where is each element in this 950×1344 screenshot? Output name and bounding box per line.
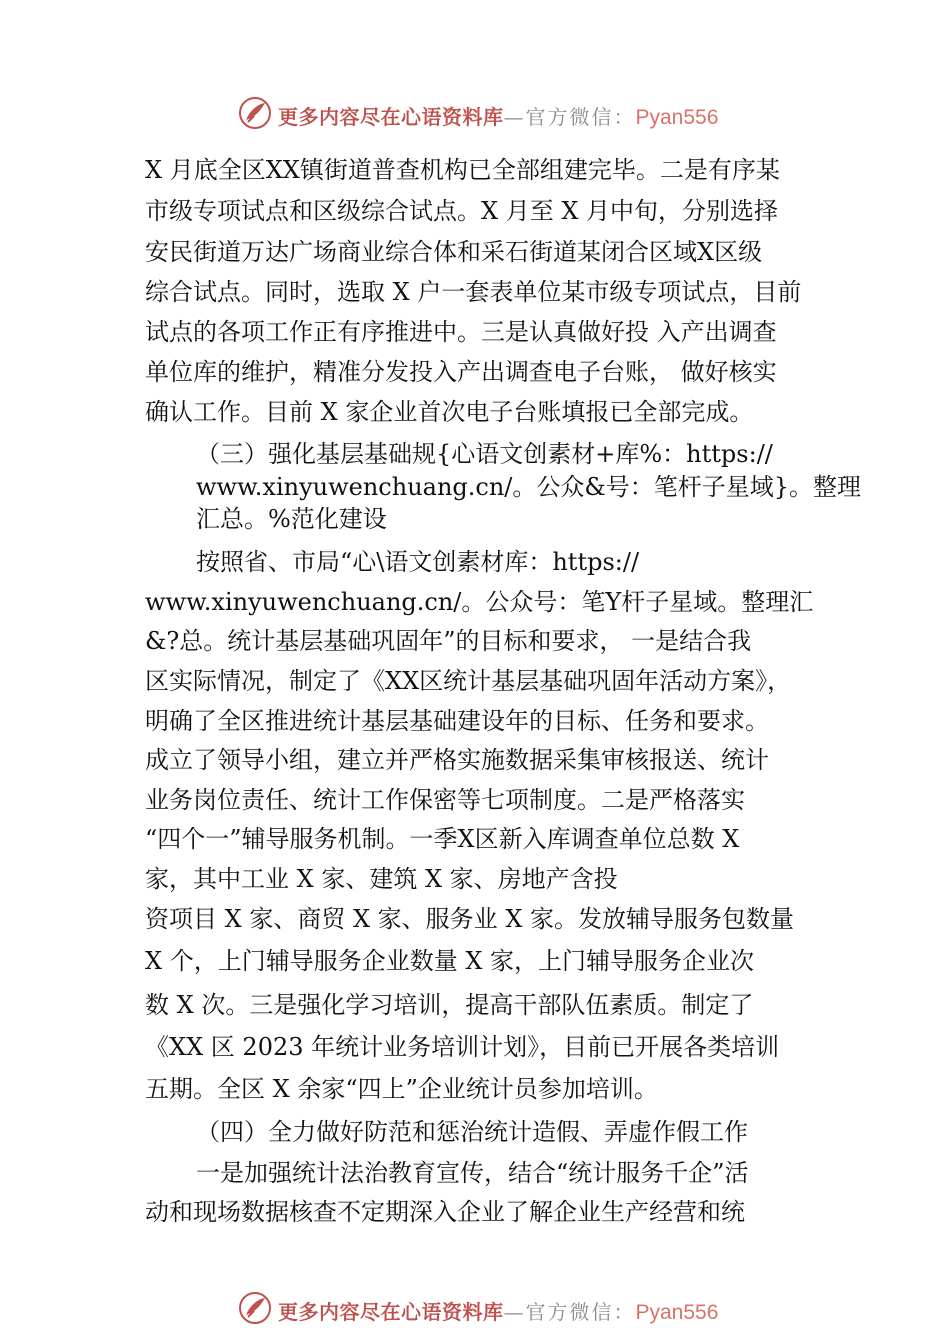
body-line: 按照省、市局“心\语文创素材库：https:// [196, 548, 640, 576]
header-watermark [0, 94, 950, 134]
body-line: 安民街道万达广场商业综合体和采石街道某闭合区域X区级 [145, 238, 763, 266]
body-line: “四个一”辅导服务机制。一季X区新入库调查单位总数 X [145, 825, 740, 853]
section-heading-cont: www.xinyuwenchuang.cn/。公众&号：笔杆子星域}。整理 [196, 473, 862, 501]
watermark-grey-text: —官方微信： [503, 1300, 636, 1324]
body-line: 综合试点。同时，选取 X 户一套表单位某市级专项试点，目前 [145, 278, 802, 306]
watermark-brand: Pyan556 [635, 1301, 719, 1324]
watermark-logo-icon [238, 1291, 272, 1325]
watermark-red-text: 更多内容尽在心语资料库 [278, 105, 504, 129]
body-line: 市级专项试点和区级综合试点。X 月至 X 月中旬，分别选择 [145, 197, 779, 225]
section-heading: （三）强化基层基础规{心语文创素材+库%：https:// [196, 440, 773, 468]
body-line: 家，其中工业 X 家、建筑 X 家、房地产含投 [145, 865, 618, 893]
body-line: 成立了领导小组，建立并严格实施数据采集审核报送、统计 [145, 746, 769, 774]
body-line: 确认工作。目前 X 家企业首次电子台账填报已全部完成。 [145, 398, 754, 426]
watermark-logo-icon [238, 96, 272, 130]
body-line: &?总。统计基层基础巩固年”的目标和要求， 一是结合我 [145, 627, 752, 655]
body-line: 《XX 区 2023 年统计业务培训计划》，目前已开展各类培训 [145, 1033, 780, 1061]
watermark-grey-text: —官方微信： [503, 105, 636, 129]
watermark-red-text: 更多内容尽在心语资料库 [278, 1300, 504, 1324]
body-line: 动和现场数据核查不定期深入企业了解企业生产经营和统 [145, 1198, 745, 1226]
footer-watermark [0, 1289, 950, 1329]
section-heading-cont: 汇总。%范化建设 [196, 505, 387, 533]
body-line: 一是加强统计法治教育宣传，结合“统计服务千企”活 [196, 1159, 749, 1187]
body-line: www.xinyuwenchuang.cn/。公众号：笔Y杆子星域。整理汇 [145, 588, 814, 616]
watermark-text [278, 1296, 718, 1325]
body-line: X 个，上门辅导服务企业数量 X 家，上门辅导服务企业次 [145, 947, 755, 975]
section-heading: （四）全力做好防范和惩治统计造假、弄虚作假工作 [196, 1118, 748, 1146]
watermark-text [278, 101, 718, 130]
body-line: 资项目 X 家、商贸 X 家、服务业 X 家。发放辅导服务包数量 [145, 905, 795, 933]
body-line: 数 X 次。三是强化学习培训，提高干部队伍素质。制定了 [145, 991, 754, 1019]
watermark-brand: Pyan556 [635, 106, 719, 129]
body-line: 五期。全区 X 余家“四上”企业统计员参加培训。 [145, 1075, 658, 1103]
body-line: 试点的各项工作正有序推进中。三是认真做好投 入产出调查 [145, 318, 777, 346]
body-line: X 月底全区XX镇街道普查机构已全部组建完毕。二是有序某 [145, 156, 780, 184]
body-line: 业务岗位责任、统计工作保密等七项制度。二是严格落实 [145, 786, 745, 814]
body-line: 单位库的维护，精准分发投入产出调查电子台账， 做好核实 [145, 358, 777, 386]
body-line: 明确了全区推进统计基层基础建设年的目标、任务和要求。 [145, 707, 769, 735]
body-line: 区实际情况，制定了《XX区统计基层基础巩固年活动方案》， [145, 667, 792, 695]
